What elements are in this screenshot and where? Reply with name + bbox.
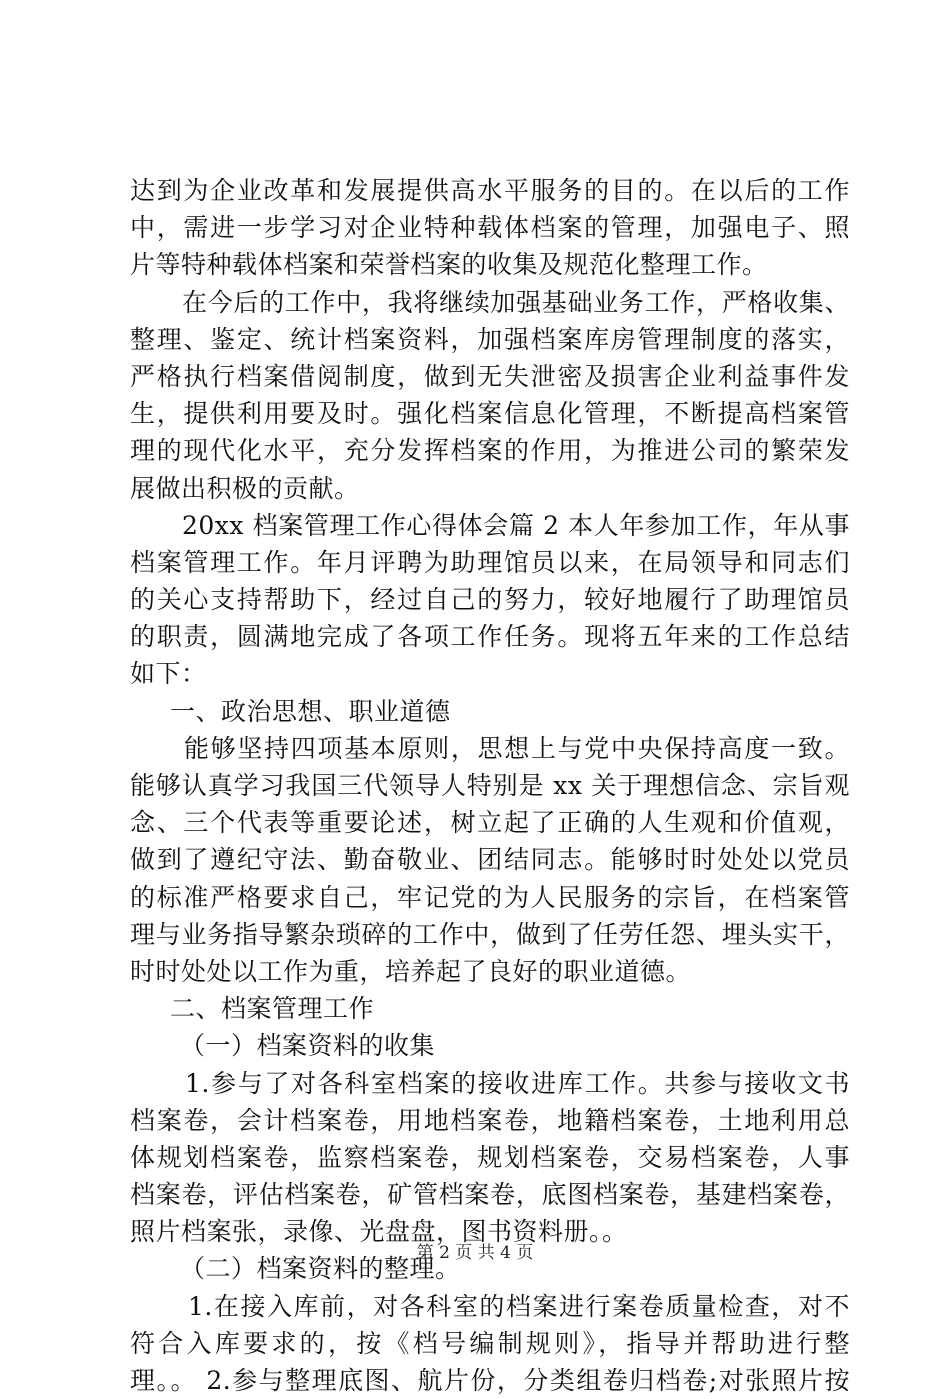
text-line: 理与业务指导繁杂琐碎的工作中，做到了任劳任怨、埋头实干， bbox=[130, 919, 850, 949]
text-line: 符合入库要求的，按《档号编制规则》，指导并帮助进行整 bbox=[130, 1328, 850, 1358]
text-line: 能够认真学习我国三代领导人特别是 xx 关于理想信念、宗旨观 bbox=[130, 771, 850, 800]
subsection-heading: （二）档案资料的整理。 bbox=[180, 1254, 461, 1284]
subsection-heading: （一）档案资料的收集 bbox=[180, 1031, 436, 1061]
text-line: 照片档案张，录像、光盘盘，图书资料册。。 bbox=[130, 1217, 628, 1247]
text-line: 20xx 档案管理工作心得体会篇 2 本人年参加工作，年从事 bbox=[182, 510, 850, 540]
text-line: 时时处处以工作为重，培养起了良好的职业道德。 bbox=[130, 956, 692, 986]
text-line: 片等特种载体档案和荣誉档案的收集及规范化整理工作。 bbox=[130, 250, 768, 280]
text-line: 中，需进一步学习对企业特种载体档案的管理，加强电子、照 bbox=[130, 213, 850, 243]
text-line: 的关心支持帮助下，经过自己的努力，较好地履行了助理馆员 bbox=[130, 585, 850, 615]
text-line: 理。。 2.参与整理底图、航片份，分类组卷归档卷;对张照片按 bbox=[130, 1366, 850, 1395]
text-line: 如下： bbox=[130, 659, 207, 689]
section-heading: 二、档案管理工作 bbox=[170, 994, 375, 1024]
text-line: 1.参与了对各科室档案的接收进库工作。共参与接收文书 bbox=[185, 1068, 850, 1098]
text-line: 1.在接入库前，对各科室的档案进行案卷质量检查，对不 bbox=[188, 1291, 850, 1321]
text-line: 能够坚持四项基本原则，思想上与党中央保持高度一致。 bbox=[184, 733, 850, 763]
text-line: 生，提供利用要及时。强化档案信息化管理，不断提高档案管 bbox=[130, 399, 850, 429]
text-line: 体规划档案卷，监察档案卷，规划档案卷，交易档案卷，人事 bbox=[130, 1142, 850, 1172]
text-line: 档案卷，评估档案卷，矿管档案卷，底图档案卷，基建档案卷， bbox=[130, 1180, 850, 1210]
text-line: 达到为企业改革和发展提供高水平服务的目的。在以后的工作 bbox=[130, 176, 850, 205]
text-line: 的职责，圆满地完成了各项工作任务。现将五年来的工作总结 bbox=[130, 622, 850, 652]
text-line: 严格执行档案借阅制度，做到无失泄密及损害企业利益事件发 bbox=[130, 361, 850, 391]
text-line: 档案卷，会计档案卷，用地档案卷，地籍档案卷，土地利用总 bbox=[130, 1105, 850, 1135]
section-heading: 一、政治思想、职业道德 bbox=[170, 696, 451, 726]
page-number-footer: 第 2 页 共 4 页 bbox=[416, 1243, 534, 1263]
text-line: 整理、鉴定、统计档案资料，加强档案库房管理制度的落实， bbox=[130, 324, 850, 354]
text-line: 展做出积极的贡献。 bbox=[130, 473, 360, 503]
text-line: 在今后的工作中，我将继续加强基础业务工作，严格收集、 bbox=[182, 287, 850, 317]
text-line: 做到了遵纪守法、勤奋敬业、团结同志。能够时时处处以党员 bbox=[130, 845, 850, 875]
text-line: 理的现代化水平，充分发挥档案的作用，为推进公司的繁荣发 bbox=[130, 436, 850, 466]
text-line: 档案管理工作。年月评聘为助理馆员以来，在局领导和同志们 bbox=[130, 547, 850, 577]
text-line: 的标准严格要求自己，牢记党的为人民服务的宗旨，在档案管 bbox=[130, 882, 850, 912]
text-line: 念、三个代表等重要论述，树立起了正确的人生观和价值观， bbox=[130, 808, 850, 838]
body-text bbox=[130, 172, 850, 1399]
